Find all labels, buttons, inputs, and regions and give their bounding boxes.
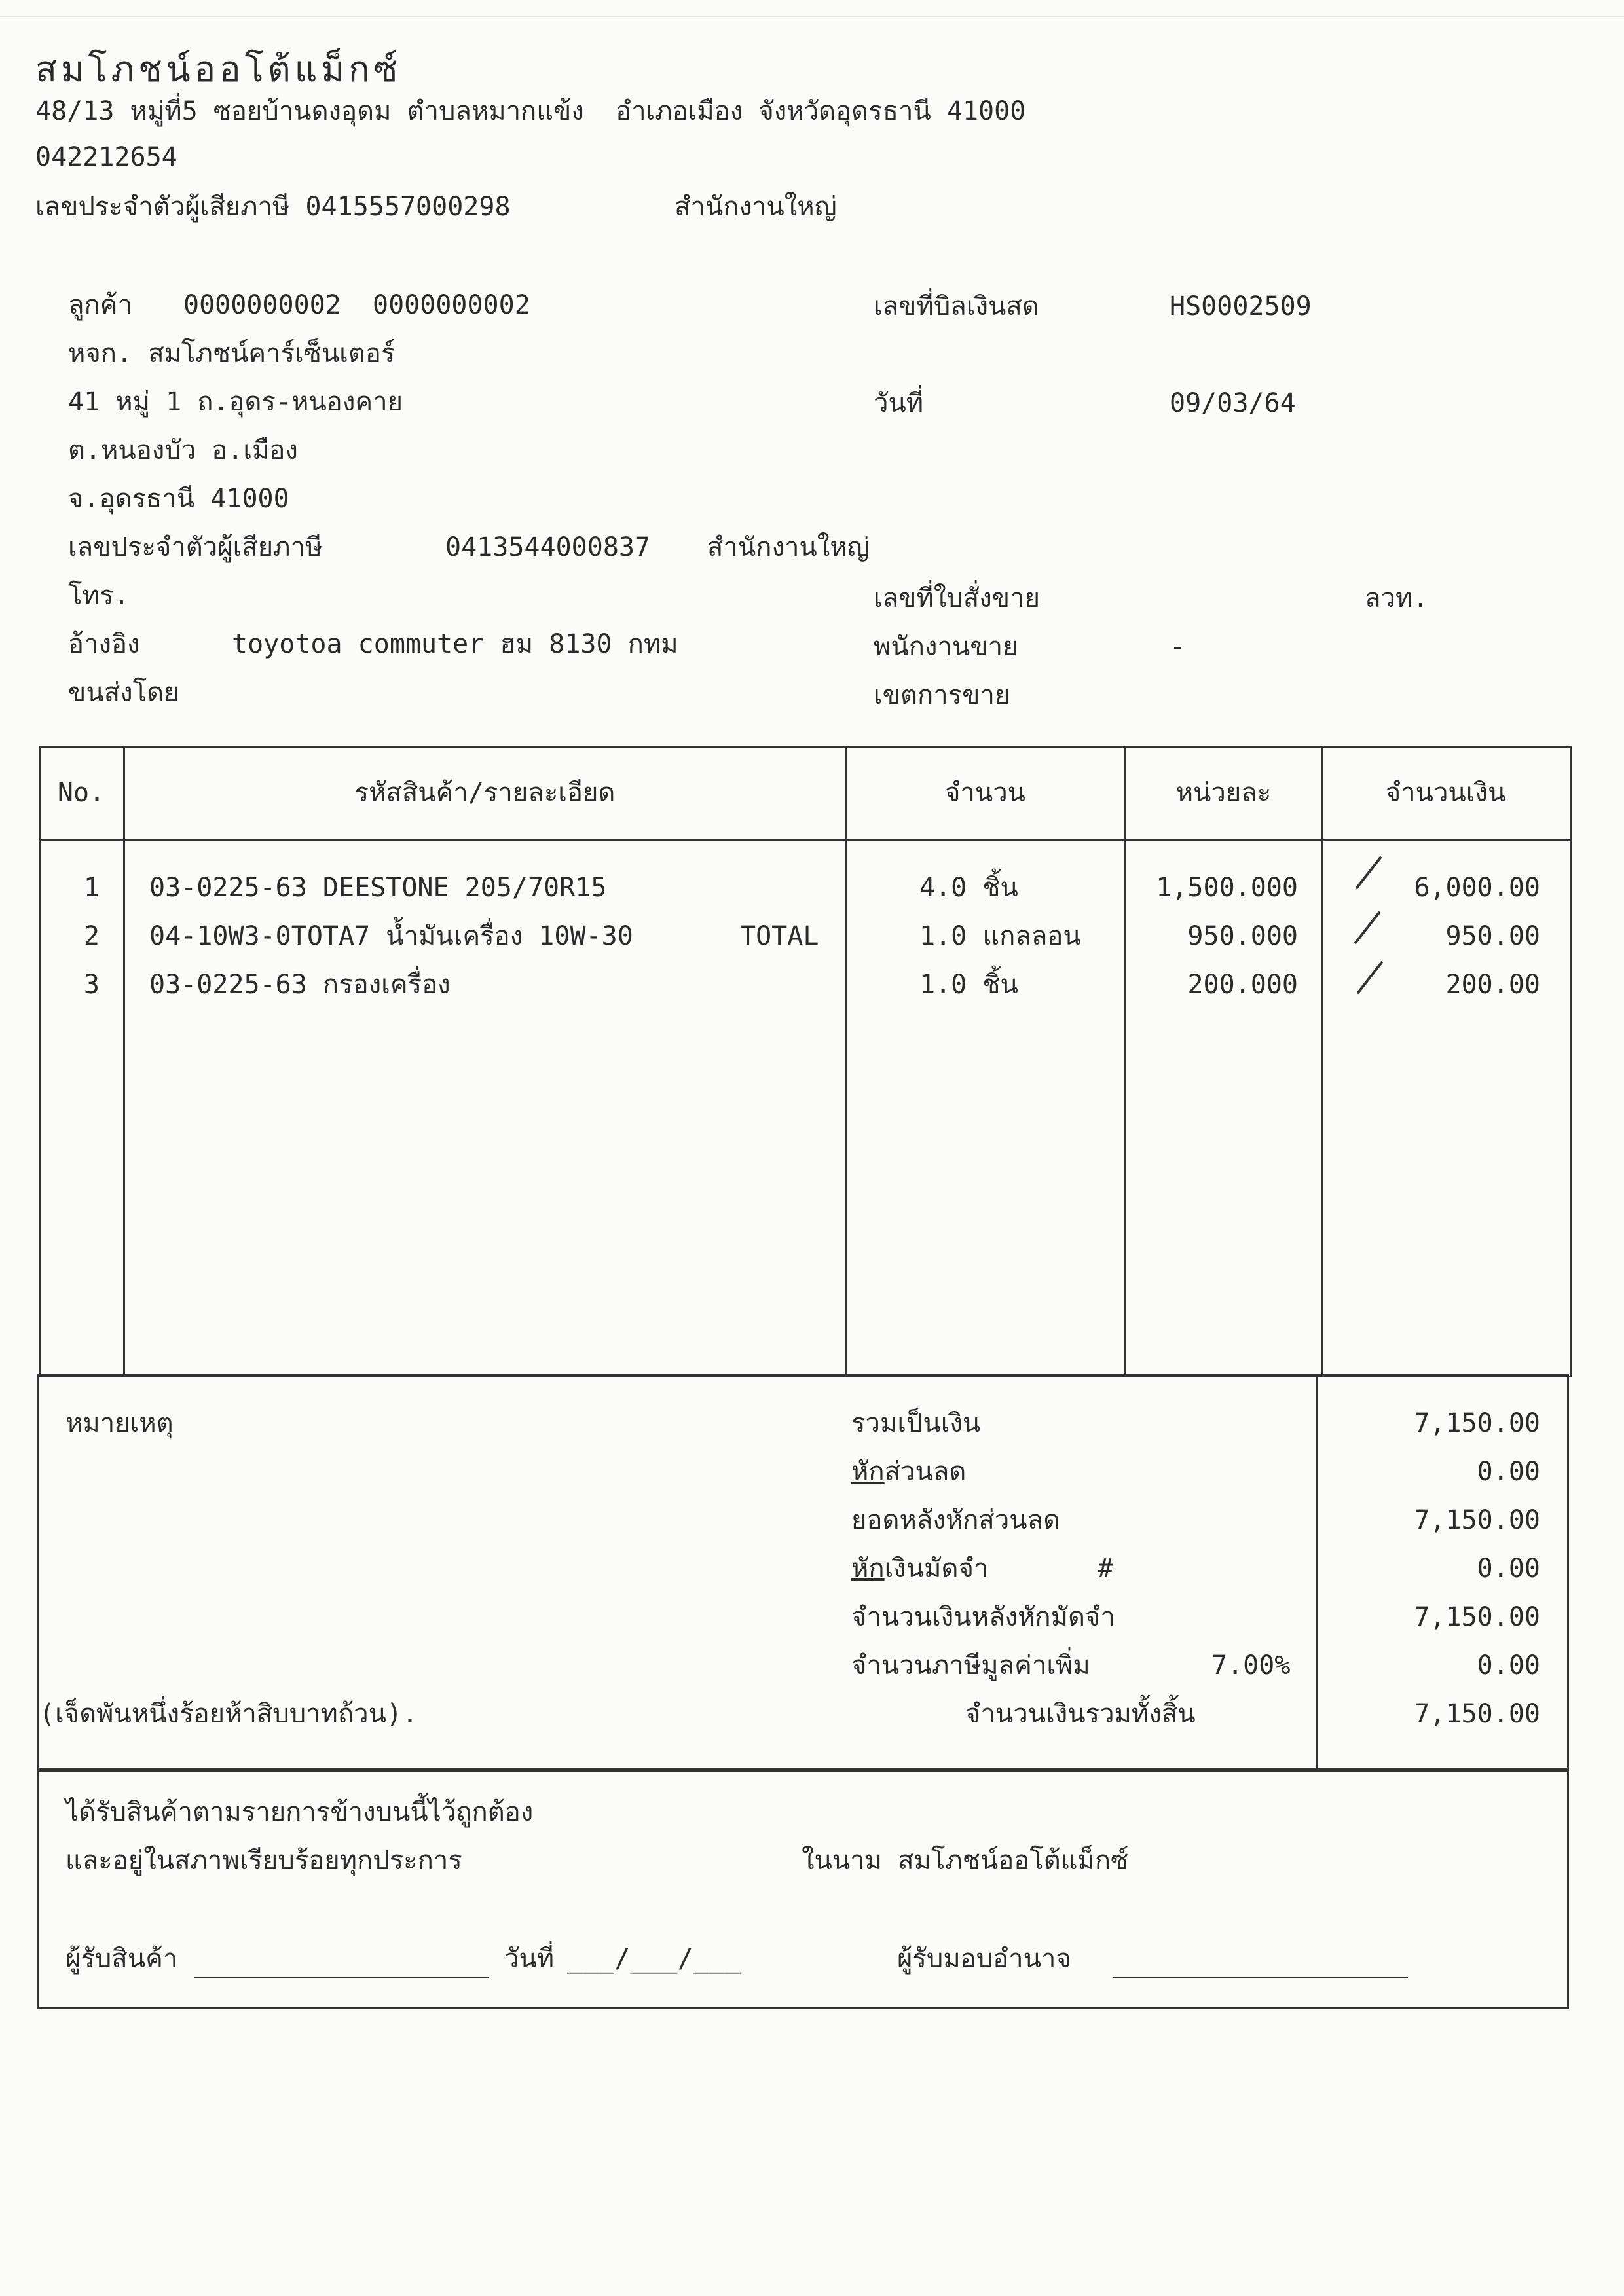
authorized-label: ผู้รับมอบอำนาจ	[897, 1944, 1071, 1974]
after-deposit-value: 7,150.00	[1414, 1602, 1540, 1632]
company-phone: 042212654	[35, 142, 177, 172]
after-discount-value: 7,150.00	[1414, 1505, 1540, 1535]
row-2-quantity: 1.0 แกลลอน	[919, 921, 1081, 951]
customer-address-3: จ.อุดรธานี 41000	[68, 484, 289, 514]
invoice-date-label: วันที่	[874, 388, 924, 418]
receiver-signature-line	[194, 1977, 489, 1978]
customer-tax-label: เลขประจำตัวผู้เสียภาษี	[68, 532, 323, 562]
header-unit-price: หน่วยละ	[1175, 778, 1272, 808]
page-top-edge	[0, 16, 1624, 17]
row-2-amount: 950.00	[1445, 921, 1540, 951]
amount-in-words: (เจ็ดพันหนึ่งร้อยห้าสิบบาทถ้วน).	[39, 1699, 418, 1729]
deposit-text: เงินมัดจำ	[884, 1554, 989, 1584]
receiver-label: ผู้รับสินค้า	[65, 1944, 178, 1974]
discount-prefix: หัก	[851, 1457, 885, 1487]
subtotal-label: รวมเป็นเงิน	[851, 1408, 981, 1438]
row-3-unit-price: 200.000	[1187, 970, 1298, 1000]
salesperson-label: พนักงานขาย	[874, 632, 1018, 662]
row-1-no: 1	[83, 873, 100, 903]
deposit-prefix: หัก	[851, 1554, 885, 1584]
vat-value: 0.00	[1477, 1650, 1540, 1681]
bill-number: HS0002509	[1170, 291, 1312, 321]
customer-address-2: ต.หนองบัว อ.เมือง	[68, 435, 298, 465]
sales-order-label: เลขที่ใบสั่งขาย	[874, 583, 1041, 613]
summary-col-divider	[1316, 1374, 1318, 1769]
customer-ship-label: ขนส่งโดย	[68, 678, 179, 708]
row-3-amount: 200.00	[1445, 970, 1540, 1000]
discount-text: ส่วนลด	[884, 1457, 967, 1487]
after-discount-label: ยอดหลังหักส่วนลด	[851, 1505, 1061, 1535]
row-1-description: 03-0225-63 DEESTONE 205/70R15	[149, 873, 607, 903]
row-3-no: 3	[83, 970, 100, 1000]
row-2-description: 04-10W3-0TOTA7 น้ำมันเครื่อง 10W-30	[149, 921, 633, 951]
authorized-signature-line	[1113, 1977, 1408, 1978]
sales-order-suffix: ลวท.	[1365, 583, 1429, 613]
salesperson-value: -	[1170, 632, 1186, 662]
table-header-divider	[39, 839, 1570, 841]
table-col-divider	[845, 746, 847, 1375]
row-2-extra: TOTAL	[740, 921, 819, 951]
header-description: รหัสสินค้า/รายละเอียด	[354, 778, 616, 808]
deposit-value: 0.00	[1477, 1554, 1540, 1584]
on-behalf-of: ในนาม สมโภชน์ออโต้แม็กซ์	[802, 1846, 1129, 1876]
company-branch: สำนักงานใหญ่	[674, 192, 837, 222]
customer-ref-label: อ้างอิง	[68, 629, 140, 659]
customer-address-1: 41 หมู่ 1 ถ.อุดร-หนองคาย	[68, 387, 403, 417]
vat-label: จำนวนภาษีมูลค่าเพิ่ม	[851, 1650, 1090, 1681]
table-col-divider	[123, 746, 125, 1375]
grand-total-label: จำนวนเงินรวมทั้งสิ้น	[965, 1699, 1196, 1729]
receipt-text-1: ได้รับสินค้าตามรายการข้างบนนี้ไว้ถูกต้อง	[65, 1797, 534, 1827]
remark-label: หมายเหตุ	[65, 1408, 174, 1438]
customer-label: ลูกค้า	[68, 290, 132, 320]
company-address: 48/13 หมู่ที่5 ซอยบ้านดงอุดม ตำบลหมากแข้ง อำเภอเมือง จังหวัดอุดรธานี 41000	[35, 96, 1026, 126]
receipt-text-2: และอยู่ในสภาพเรียบร้อยทุกประการ	[65, 1846, 462, 1876]
row-1-unit-price: 1,500.000	[1156, 873, 1298, 903]
row-3-quantity: 1.0 ชิ้น	[919, 970, 1018, 1000]
table-col-divider	[1124, 746, 1126, 1375]
receive-date-label: วันที่	[504, 1944, 555, 1974]
row-3-description: 03-0225-63 กรองเครื่อง	[149, 970, 451, 1000]
row-2-no: 2	[83, 921, 100, 951]
invoice-date: 09/03/64	[1170, 388, 1296, 418]
subtotal-value: 7,150.00	[1414, 1408, 1540, 1438]
grand-total-value: 7,150.00	[1414, 1699, 1540, 1729]
bill-number-label: เลขที่บิลเงินสด	[874, 291, 1039, 321]
receive-date-blank: ___/___/___	[567, 1944, 741, 1974]
table-col-divider	[1321, 746, 1323, 1375]
header-amount: จำนวนเงิน	[1385, 778, 1506, 808]
customer-name: หจก. สมโภชน์คาร์เซ็นเตอร์	[68, 338, 396, 369]
customer-ref-value: toyotoa commuter ฮม 8130 กทม	[232, 629, 678, 659]
customer-tax-id: 0413544000837	[445, 532, 651, 562]
discount-label	[851, 1453, 966, 1490]
vat-rate: 7.00%	[1211, 1650, 1291, 1681]
sales-area-label: เขตการขาย	[874, 680, 1010, 710]
deposit-hash: #	[1098, 1554, 1114, 1584]
customer-code: 0000000002 0000000002	[183, 290, 530, 320]
row-1-amount: 6,000.00	[1414, 873, 1540, 903]
header-no: No.	[57, 778, 105, 808]
row-2-unit-price: 950.000	[1187, 921, 1298, 951]
customer-branch: สำนักงานใหญ่	[707, 532, 870, 562]
company-name: สมโภชน์ออโต้แม็กซ์	[35, 48, 402, 90]
deposit-label	[851, 1550, 988, 1587]
row-1-quantity: 4.0 ชิ้น	[919, 873, 1018, 903]
after-deposit-label: จำนวนเงินหลังหักมัดจำ	[851, 1602, 1115, 1632]
discount-value: 0.00	[1477, 1457, 1540, 1487]
customer-phone-label: โทร.	[68, 581, 130, 611]
header-quantity: จำนวน	[944, 778, 1026, 808]
company-tax-id: เลขประจำตัวผู้เสียภาษี 0415557000298	[35, 192, 511, 222]
